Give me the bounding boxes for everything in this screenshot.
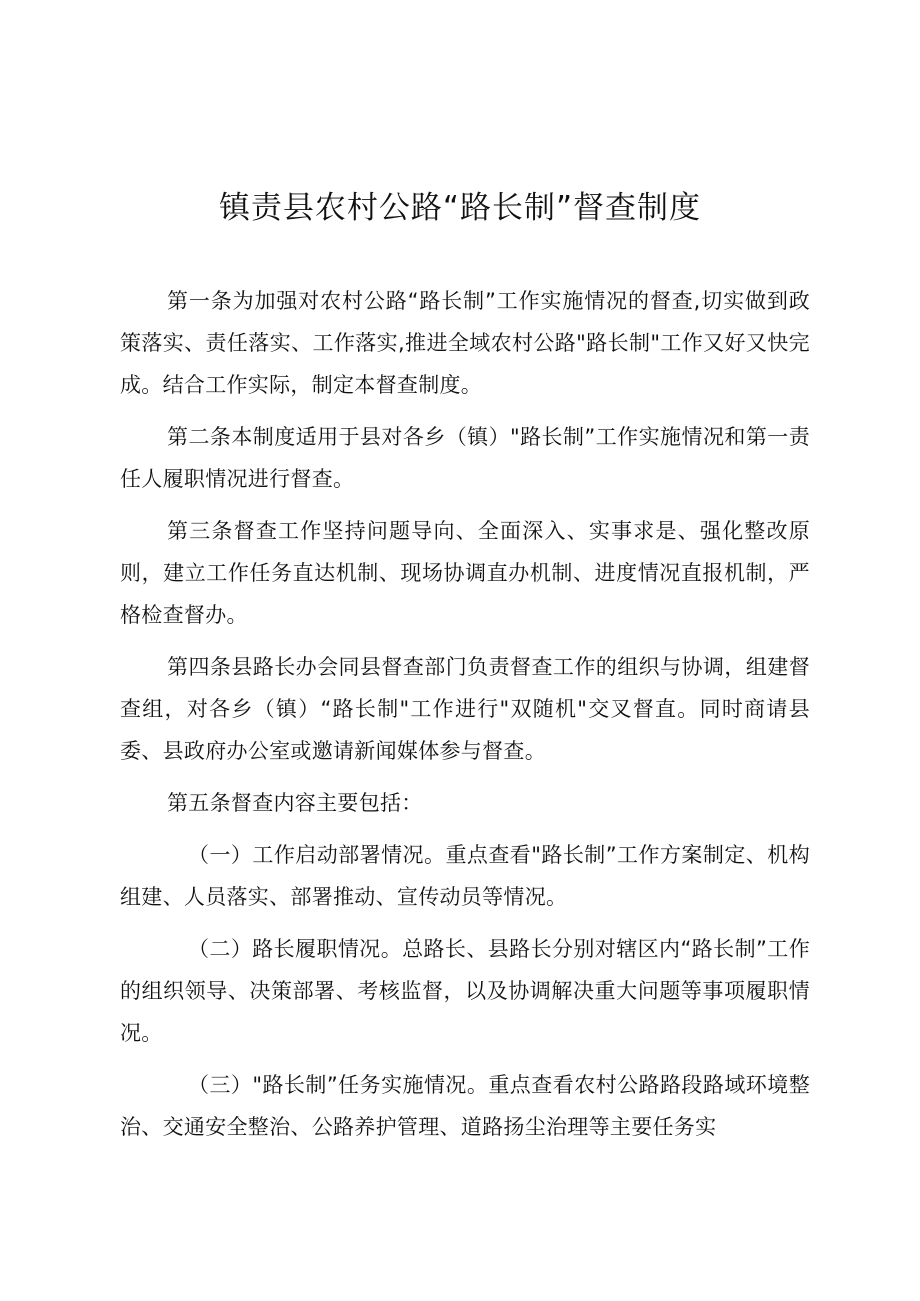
article-3-paragraph: 第三条督查工作坚持问题导向、全面深入、实事求是、强化整改原则，建立工作任务直达机制、现场协调直办机制、进度情况直报机制，严格检查督办。 [120, 519, 810, 627]
article-2-paragraph: 第二条本制度适用于县对各乡（镇）"路长制”工作实施情况和第一责任人履职情况进行督查。 [120, 425, 810, 491]
item-3-paragraph: （三）"路长制”任务实施情况。重点查看农村公路路段路域环境整治、交通安全整治、公路养护管理、道路扬尘治理等主要任务实 [120, 1073, 810, 1139]
article-1-paragraph: 第一条为加强对农村公路“路长制”工作实施情况的督查,切实做到政策落实、责任落实、工作落实,推进全域农村公路"路长制"工作又好又快完成。结合工作实际，制定本督查制度。 [120, 289, 810, 397]
item-2-paragraph: （二）路长履职情况。总路长、县路长分别对辖区内“路长制”工作的组织领导、决策部署、考核监督，以及协调解决重大问题等事项履职情况。 [120, 937, 810, 1045]
document-body [120, 280, 810, 1158]
item-1-paragraph: （一）工作启动部署情况。重点查看"路长制”工作方案制定、机构组建、人员落实、部署推动、宣传动员等情况。 [120, 843, 810, 909]
document-title: 镇责县农村公路“路长制”督查制度 [218, 190, 702, 226]
article-5-paragraph: 第五条督查内容主要包括： [167, 791, 423, 815]
article-4-paragraph: 第四条县路长办会同县督查部门负责督查工作的组织与协调，组建督查组，对各乡（镇）“路长制"工作进行"双随机"交叉督直。同时商请县委、县政府办公室或邀请新闻媒体参与督查。 [120, 655, 810, 763]
